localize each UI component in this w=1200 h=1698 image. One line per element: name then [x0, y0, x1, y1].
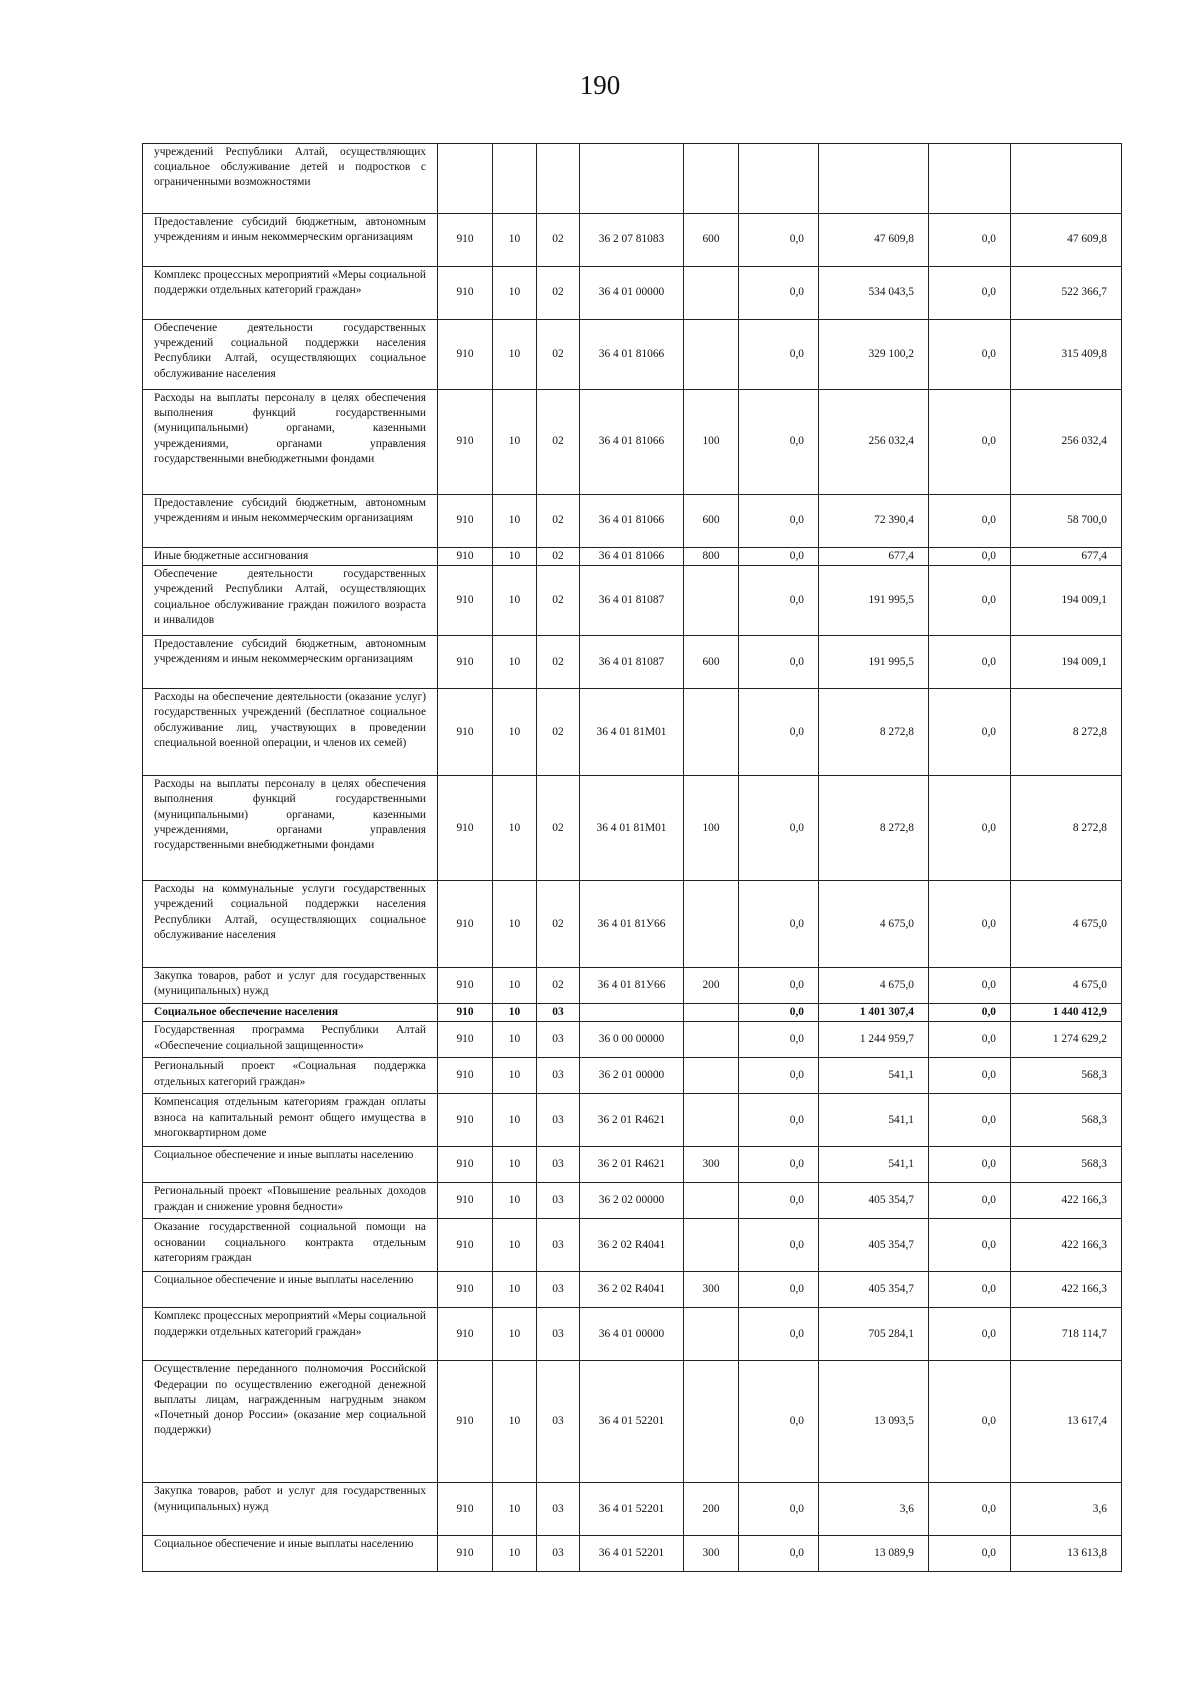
ministry-code-cell: 910: [438, 495, 493, 548]
amount-cell-1: 0,0: [739, 548, 819, 566]
section-code-cell: 10: [493, 495, 537, 548]
subsection-code-cell: 02: [537, 214, 580, 267]
amount-cell-1: 0,0: [739, 1219, 819, 1272]
item-name-cell: Социальное обеспечение и иные выплаты населению: [143, 1147, 438, 1183]
expense-type-cell: [684, 1308, 739, 1361]
amount-cell-2: 256 032,4: [819, 390, 929, 495]
amount-cell-1: 0,0: [739, 566, 819, 636]
ministry-code-cell: 910: [438, 1094, 493, 1147]
ministry-code-cell: 910: [438, 267, 493, 320]
subsection-code-cell: 03: [537, 1536, 580, 1572]
amount-cell-2: 8 272,8: [819, 689, 929, 776]
target-article-cell: 36 4 01 00000: [580, 267, 684, 320]
section-code-cell: [493, 144, 537, 214]
table-row: [143, 320, 1122, 390]
table-row: [143, 968, 1122, 1004]
subsection-code-cell: 03: [537, 1219, 580, 1272]
amount-cell-4: 315 409,8: [1011, 320, 1122, 390]
amount-cell-1: 0,0: [739, 1536, 819, 1572]
table-row: [143, 267, 1122, 320]
item-name-cell: Расходы на выплаты персоналу в целях обеспечения выполнения функций государственными (муниципальными) органами, казенными учреждениями, органами управления государственными внебюджетными фондами: [143, 390, 438, 495]
subsection-code-cell: 02: [537, 548, 580, 566]
target-article-cell: 36 4 01 81М01: [580, 689, 684, 776]
amount-cell-3: 0,0: [929, 1308, 1011, 1361]
item-name-cell: Иные бюджетные ассигнования: [143, 548, 438, 566]
table-row: [143, 1308, 1122, 1361]
item-name-cell: Предоставление субсидий бюджетным, автономным учреждениям и иным некоммерческим организациям: [143, 636, 438, 689]
amount-cell-2: 13 093,5: [819, 1361, 929, 1483]
amount-cell-3: 0,0: [929, 1004, 1011, 1022]
ministry-code-cell: [438, 144, 493, 214]
amount-cell-1: [739, 144, 819, 214]
table-row: [143, 1022, 1122, 1058]
target-article-cell: 36 2 07 81083: [580, 214, 684, 267]
item-name-cell: Социальное обеспечение и иные выплаты населению: [143, 1272, 438, 1308]
item-name-cell: Оказание государственной социальной помощи на основании социального контракта отдельным категориям граждан: [143, 1219, 438, 1272]
section-code-cell: 10: [493, 1004, 537, 1022]
expense-type-cell: [684, 1058, 739, 1094]
table-row: [143, 1058, 1122, 1094]
amount-cell-3: [929, 144, 1011, 214]
table-row: [143, 636, 1122, 689]
amount-cell-4: 422 166,3: [1011, 1272, 1122, 1308]
amount-cell-4: 194 009,1: [1011, 636, 1122, 689]
amount-cell-3: 0,0: [929, 566, 1011, 636]
target-article-cell: 36 2 01 R4621: [580, 1094, 684, 1147]
amount-cell-3: 0,0: [929, 1147, 1011, 1183]
amount-cell-1: 0,0: [739, 1483, 819, 1536]
section-code-cell: 10: [493, 1094, 537, 1147]
target-article-cell: 36 0 00 00000: [580, 1022, 684, 1058]
table-row: [143, 881, 1122, 968]
ministry-code-cell: 910: [438, 1147, 493, 1183]
target-article-cell: 36 4 01 52201: [580, 1536, 684, 1572]
amount-cell-2: 405 354,7: [819, 1219, 929, 1272]
amount-cell-2: 191 995,5: [819, 566, 929, 636]
amount-cell-1: 0,0: [739, 495, 819, 548]
section-code-cell: 10: [493, 1058, 537, 1094]
amount-cell-2: 534 043,5: [819, 267, 929, 320]
table-row: [143, 1361, 1122, 1483]
target-article-cell: 36 4 01 81У66: [580, 881, 684, 968]
table-row: [143, 144, 1122, 214]
target-article-cell: 36 4 01 52201: [580, 1361, 684, 1483]
amount-cell-1: 0,0: [739, 1308, 819, 1361]
section-code-cell: 10: [493, 1272, 537, 1308]
target-article-cell: 36 4 01 81У66: [580, 968, 684, 1004]
expense-type-cell: 300: [684, 1536, 739, 1572]
amount-cell-3: 0,0: [929, 968, 1011, 1004]
target-article-cell: 36 4 01 81066: [580, 495, 684, 548]
amount-cell-4: 13 617,4: [1011, 1361, 1122, 1483]
subsection-code-cell: 03: [537, 1308, 580, 1361]
amount-cell-3: 0,0: [929, 1483, 1011, 1536]
amount-cell-1: 0,0: [739, 267, 819, 320]
expense-type-cell: 300: [684, 1272, 739, 1308]
subsection-code-cell: 03: [537, 1483, 580, 1536]
ministry-code-cell: 910: [438, 1536, 493, 1572]
amount-cell-3: 0,0: [929, 548, 1011, 566]
target-article-cell: 36 4 01 81087: [580, 636, 684, 689]
amount-cell-2: 47 609,8: [819, 214, 929, 267]
table-row: [143, 495, 1122, 548]
amount-cell-1: 0,0: [739, 1004, 819, 1022]
item-name-cell: Комплекс процессных мероприятий «Меры социальной поддержки отдельных категорий граждан»: [143, 267, 438, 320]
amount-cell-3: 0,0: [929, 1022, 1011, 1058]
amount-cell-1: 0,0: [739, 320, 819, 390]
target-article-cell: 36 4 01 81066: [580, 548, 684, 566]
amount-cell-1: 0,0: [739, 1361, 819, 1483]
expense-type-cell: [684, 144, 739, 214]
amount-cell-2: 541,1: [819, 1094, 929, 1147]
subsection-code-cell: [537, 144, 580, 214]
table-row: [143, 1272, 1122, 1308]
target-article-cell: 36 4 01 81066: [580, 320, 684, 390]
expense-type-cell: [684, 566, 739, 636]
amount-cell-4: 58 700,0: [1011, 495, 1122, 548]
subsection-code-cell: 02: [537, 320, 580, 390]
ministry-code-cell: 910: [438, 1483, 493, 1536]
table-row: [143, 548, 1122, 566]
table-row: [143, 1147, 1122, 1183]
amount-cell-4: 568,3: [1011, 1147, 1122, 1183]
amount-cell-2: 72 390,4: [819, 495, 929, 548]
ministry-code-cell: 910: [438, 968, 493, 1004]
target-article-cell: 36 4 01 00000: [580, 1308, 684, 1361]
table-row: [143, 1004, 1122, 1022]
amount-cell-4: 1 274 629,2: [1011, 1022, 1122, 1058]
amount-cell-2: 329 100,2: [819, 320, 929, 390]
ministry-code-cell: 910: [438, 1219, 493, 1272]
table-row: [143, 776, 1122, 881]
expense-type-cell: [684, 881, 739, 968]
expense-type-cell: [684, 1022, 739, 1058]
table-row: [143, 689, 1122, 776]
amount-cell-1: 0,0: [739, 1022, 819, 1058]
section-code-cell: 10: [493, 1219, 537, 1272]
ministry-code-cell: 910: [438, 1058, 493, 1094]
subsection-code-cell: 02: [537, 881, 580, 968]
amount-cell-3: 0,0: [929, 1094, 1011, 1147]
amount-cell-1: 0,0: [739, 776, 819, 881]
target-article-cell: 36 2 02 R4041: [580, 1219, 684, 1272]
budget-table: [142, 143, 1122, 1572]
subsection-code-cell: 03: [537, 1361, 580, 1483]
amount-cell-4: 194 009,1: [1011, 566, 1122, 636]
table-row: [143, 1536, 1122, 1572]
amount-cell-2: 541,1: [819, 1147, 929, 1183]
amount-cell-4: 1 440 412,9: [1011, 1004, 1122, 1022]
subsection-code-cell: 03: [537, 1147, 580, 1183]
amount-cell-1: 0,0: [739, 1094, 819, 1147]
expense-type-cell: [684, 320, 739, 390]
table-row: [143, 1183, 1122, 1219]
ministry-code-cell: 910: [438, 320, 493, 390]
target-article-cell: 36 2 02 00000: [580, 1183, 684, 1219]
expense-type-cell: [684, 1094, 739, 1147]
amount-cell-3: 0,0: [929, 214, 1011, 267]
subsection-code-cell: 02: [537, 689, 580, 776]
amount-cell-2: 13 089,9: [819, 1536, 929, 1572]
amount-cell-1: 0,0: [739, 390, 819, 495]
expense-type-cell: 100: [684, 390, 739, 495]
amount-cell-3: 0,0: [929, 1219, 1011, 1272]
expense-type-cell: 600: [684, 495, 739, 548]
section-code-cell: 10: [493, 390, 537, 495]
amount-cell-4: 3,6: [1011, 1483, 1122, 1536]
section-code-cell: 10: [493, 548, 537, 566]
subsection-code-cell: 03: [537, 1272, 580, 1308]
amount-cell-4: 4 675,0: [1011, 881, 1122, 968]
amount-cell-4: 677,4: [1011, 548, 1122, 566]
section-code-cell: 10: [493, 689, 537, 776]
amount-cell-3: 0,0: [929, 1058, 1011, 1094]
expense-type-cell: [684, 1219, 739, 1272]
expense-type-cell: 100: [684, 776, 739, 881]
section-code-cell: 10: [493, 1022, 537, 1058]
amount-cell-3: 0,0: [929, 1361, 1011, 1483]
subsection-code-cell: 02: [537, 776, 580, 881]
subsection-code-cell: 03: [537, 1058, 580, 1094]
amount-cell-2: 405 354,7: [819, 1272, 929, 1308]
item-name-cell: Предоставление субсидий бюджетным, автономным учреждениям и иным некоммерческим организациям: [143, 214, 438, 267]
amount-cell-1: 0,0: [739, 1183, 819, 1219]
ministry-code-cell: 910: [438, 1004, 493, 1022]
target-article-cell: 36 4 01 81066: [580, 390, 684, 495]
amount-cell-4: 568,3: [1011, 1058, 1122, 1094]
amount-cell-4: 47 609,8: [1011, 214, 1122, 267]
amount-cell-2: 1 401 307,4: [819, 1004, 929, 1022]
target-article-cell: 36 2 01 00000: [580, 1058, 684, 1094]
table-row: [143, 566, 1122, 636]
target-article-cell: 36 2 01 R4621: [580, 1147, 684, 1183]
section-code-cell: 10: [493, 1361, 537, 1483]
page-number: 190: [579, 70, 621, 100]
expense-type-cell: 200: [684, 1483, 739, 1536]
ministry-code-cell: 910: [438, 1022, 493, 1058]
ministry-code-cell: 910: [438, 390, 493, 495]
ministry-code-cell: 910: [438, 689, 493, 776]
target-article-cell: 36 4 01 81М01: [580, 776, 684, 881]
item-name-cell: Расходы на коммунальные услуги государственных учреждений социальной поддержки населения Республики Алтай, осуществляющих социальное обслуживание населения: [143, 881, 438, 968]
amount-cell-1: 0,0: [739, 689, 819, 776]
amount-cell-2: 191 995,5: [819, 636, 929, 689]
ministry-code-cell: 910: [438, 1272, 493, 1308]
amount-cell-3: 0,0: [929, 1272, 1011, 1308]
amount-cell-4: 8 272,8: [1011, 776, 1122, 881]
target-article-cell: 36 4 01 52201: [580, 1483, 684, 1536]
section-code-cell: 10: [493, 1536, 537, 1572]
ministry-code-cell: 910: [438, 636, 493, 689]
ministry-code-cell: 910: [438, 1361, 493, 1483]
expense-type-cell: 300: [684, 1147, 739, 1183]
section-code-cell: 10: [493, 566, 537, 636]
table-row: [143, 1483, 1122, 1536]
subsection-code-cell: 02: [537, 566, 580, 636]
target-article-cell: [580, 1004, 684, 1022]
section-code-cell: 10: [493, 1308, 537, 1361]
section-code-cell: 10: [493, 1183, 537, 1219]
table-row: [143, 1219, 1122, 1272]
amount-cell-1: 0,0: [739, 1058, 819, 1094]
table-row: [143, 1094, 1122, 1147]
expense-type-cell: [684, 1183, 739, 1219]
amount-cell-2: 4 675,0: [819, 968, 929, 1004]
amount-cell-3: 0,0: [929, 689, 1011, 776]
amount-cell-2: 1 244 959,7: [819, 1022, 929, 1058]
amount-cell-2: 705 284,1: [819, 1308, 929, 1361]
amount-cell-3: 0,0: [929, 390, 1011, 495]
amount-cell-2: 4 675,0: [819, 881, 929, 968]
expense-type-cell: [684, 1361, 739, 1483]
section-code-cell: 10: [493, 267, 537, 320]
item-name-cell: Закупка товаров, работ и услуг для государственных (муниципальных) нужд: [143, 1483, 438, 1536]
amount-cell-3: 0,0: [929, 776, 1011, 881]
item-name-cell: Обеспечение деятельности государственных учреждений социальной поддержки населения Республики Алтай, осуществляющих социальное обслуживание населения: [143, 320, 438, 390]
amount-cell-1: 0,0: [739, 1147, 819, 1183]
amount-cell-4: 4 675,0: [1011, 968, 1122, 1004]
ministry-code-cell: 910: [438, 1308, 493, 1361]
subsection-code-cell: 02: [537, 390, 580, 495]
amount-cell-2: 3,6: [819, 1483, 929, 1536]
table-body: [143, 144, 1122, 1572]
amount-cell-4: 522 366,7: [1011, 267, 1122, 320]
amount-cell-2: 677,4: [819, 548, 929, 566]
target-article-cell: 36 2 02 R4041: [580, 1272, 684, 1308]
expense-type-cell: 200: [684, 968, 739, 1004]
target-article-cell: 36 4 01 81087: [580, 566, 684, 636]
subsection-code-cell: 02: [537, 267, 580, 320]
item-name-cell: Осуществление переданного полномочия Российской Федерации по осуществлению ежегодной денежной выплаты лицам, награжденным нагрудным знаком «Почетный донор России» (оказание мер социальной поддержки): [143, 1361, 438, 1483]
amount-cell-4: 13 613,8: [1011, 1536, 1122, 1572]
amount-cell-1: 0,0: [739, 968, 819, 1004]
amount-cell-4: [1011, 144, 1122, 214]
subsection-code-cell: 03: [537, 1183, 580, 1219]
amount-cell-1: 0,0: [739, 636, 819, 689]
section-code-cell: 10: [493, 636, 537, 689]
amount-cell-2: 541,1: [819, 1058, 929, 1094]
item-name-cell: Социальное обеспечение населения: [143, 1004, 438, 1022]
amount-cell-3: 0,0: [929, 1536, 1011, 1572]
item-name-cell: Компенсация отдельным категориям граждан оплаты взноса на капитальный ремонт общего имущества в многоквартирном доме: [143, 1094, 438, 1147]
expense-type-cell: [684, 1004, 739, 1022]
amount-cell-4: 568,3: [1011, 1094, 1122, 1147]
subsection-code-cell: 02: [537, 636, 580, 689]
amount-cell-4: 718 114,7: [1011, 1308, 1122, 1361]
section-code-cell: 10: [493, 881, 537, 968]
ministry-code-cell: 910: [438, 776, 493, 881]
section-code-cell: 10: [493, 776, 537, 881]
item-name-cell: Закупка товаров, работ и услуг для государственных (муниципальных) нужд: [143, 968, 438, 1004]
section-code-cell: 10: [493, 320, 537, 390]
item-name-cell: Социальное обеспечение и иные выплаты населению: [143, 1536, 438, 1572]
item-name-cell: Обеспечение деятельности государственных учреждений Республики Алтай, осуществляющих социальное обслуживание граждан пожилого возраста и инвалидов: [143, 566, 438, 636]
amount-cell-3: 0,0: [929, 881, 1011, 968]
ministry-code-cell: 910: [438, 1183, 493, 1219]
amount-cell-4: 256 032,4: [1011, 390, 1122, 495]
amount-cell-1: 0,0: [739, 214, 819, 267]
item-name-cell: Расходы на обеспечение деятельности (оказание услуг) государственных учреждений (бесплатное социальное обслуживание лиц, участвующих в проведении специальной военной операции, и членов их семей): [143, 689, 438, 776]
amount-cell-3: 0,0: [929, 1183, 1011, 1219]
expense-type-cell: 800: [684, 548, 739, 566]
amount-cell-2: 8 272,8: [819, 776, 929, 881]
ministry-code-cell: 910: [438, 881, 493, 968]
amount-cell-2: 405 354,7: [819, 1183, 929, 1219]
subsection-code-cell: 02: [537, 968, 580, 1004]
amount-cell-4: 422 166,3: [1011, 1183, 1122, 1219]
item-name-cell: Региональный проект «Социальная поддержка отдельных категорий граждан»: [143, 1058, 438, 1094]
subsection-code-cell: 02: [537, 495, 580, 548]
item-name-cell: Комплекс процессных мероприятий «Меры социальной поддержки отдельных категорий граждан»: [143, 1308, 438, 1361]
item-name-cell: Государственная программа Республики Алтай «Обеспечение социальной защищенности»: [143, 1022, 438, 1058]
section-code-cell: 10: [493, 214, 537, 267]
target-article-cell: [580, 144, 684, 214]
amount-cell-1: 0,0: [739, 1272, 819, 1308]
amount-cell-3: 0,0: [929, 320, 1011, 390]
amount-cell-3: 0,0: [929, 636, 1011, 689]
ministry-code-cell: 910: [438, 214, 493, 267]
table-row: [143, 214, 1122, 267]
item-name-cell: Предоставление субсидий бюджетным, автономным учреждениям и иным некоммерческим организациям: [143, 495, 438, 548]
item-name-cell: Региональный проект «Повышение реальных доходов граждан и снижение уровня бедности»: [143, 1183, 438, 1219]
table-row: [143, 390, 1122, 495]
amount-cell-1: 0,0: [739, 881, 819, 968]
amount-cell-3: 0,0: [929, 495, 1011, 548]
expense-type-cell: [684, 267, 739, 320]
section-code-cell: 10: [493, 1483, 537, 1536]
expense-type-cell: [684, 689, 739, 776]
subsection-code-cell: 03: [537, 1094, 580, 1147]
amount-cell-3: 0,0: [929, 267, 1011, 320]
subsection-code-cell: 03: [537, 1004, 580, 1022]
expense-type-cell: 600: [684, 636, 739, 689]
amount-cell-4: 422 166,3: [1011, 1219, 1122, 1272]
item-name-cell: учреждений Республики Алтай, осуществляющих социальное обслуживание детей и подростков с ограниченными возможностями: [143, 144, 438, 214]
ministry-code-cell: 910: [438, 548, 493, 566]
subsection-code-cell: 03: [537, 1022, 580, 1058]
expense-type-cell: 600: [684, 214, 739, 267]
amount-cell-4: 8 272,8: [1011, 689, 1122, 776]
item-name-cell: Расходы на выплаты персоналу в целях обеспечения выполнения функций государственными (муниципальными) органами, казенными учреждениями, органами управления государственными внебюджетными фондами: [143, 776, 438, 881]
section-code-cell: 10: [493, 1147, 537, 1183]
amount-cell-2: [819, 144, 929, 214]
ministry-code-cell: 910: [438, 566, 493, 636]
section-code-cell: 10: [493, 968, 537, 1004]
